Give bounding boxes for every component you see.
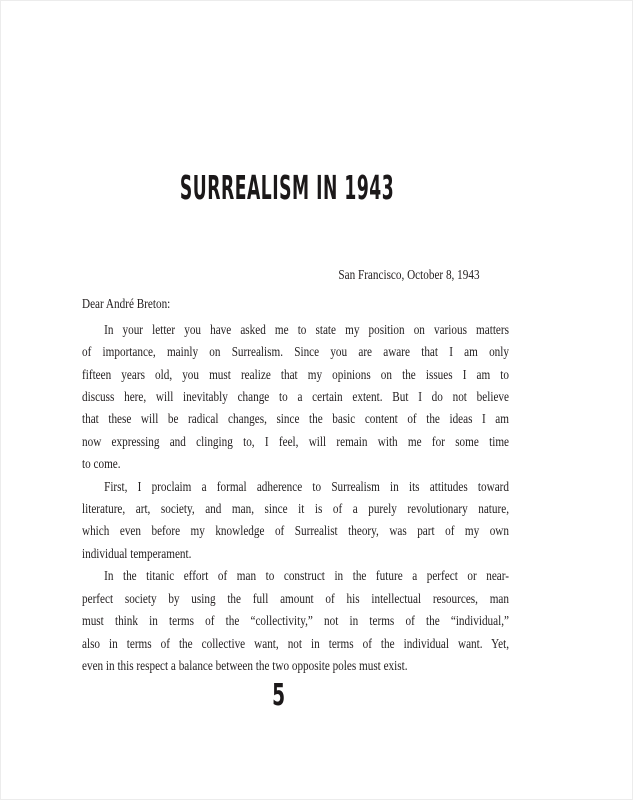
salutation: Dear André Breton: [82, 296, 171, 312]
letter-line: which even before my knowledge of Surrealist theory, was part of my own [82, 523, 509, 539]
letter-line: also in terms of the collective want, not in terms of the individual want. Yet, [82, 635, 509, 651]
letter-line: In your letter you have asked me to state my position on various matters [104, 321, 509, 337]
page-number [81, 678, 476, 713]
chapter-title-text: SURREALISM IN 1943 [179, 168, 395, 207]
letter-body [82, 319, 509, 678]
letter-line: perfect society by using the full amount of his intellectual resources, man [82, 590, 509, 606]
letter [82, 264, 509, 677]
letter-line: of importance, mainly on Surrealism. Since you are aware that I am only [82, 344, 509, 360]
chapter-title [81, 168, 476, 207]
letter-line: individual temperament. [82, 545, 192, 561]
page-number-text: 5 [271, 678, 286, 713]
letter-line: In the titanic effort of man to construct in the future a perfect or near- [104, 568, 509, 584]
letter-line: that these will be radical changes, since the basic content of the ideas I am [82, 411, 509, 427]
letter-line: to come. [82, 456, 121, 472]
letter-line: now expressing and clinging to, I feel, will remain with me for some time [82, 433, 509, 449]
letter-line: even in this respect a balance between the two opposite poles must exist. [82, 657, 408, 673]
letter-paragraph [82, 476, 509, 566]
letter-line: must think in terms of the “collectivity,” not in terms of the “individual,” [82, 613, 509, 629]
letter-paragraph [82, 319, 509, 476]
letter-line: First, I proclaim a formal adherence to Surrealism in its attitudes toward [104, 478, 509, 494]
letter-line: literature, art, society, and man, since it is of a purely revolutionary nature, [82, 501, 509, 517]
letter-paragraph [82, 565, 509, 677]
dateline: San Francisco, October 8, 1943 [338, 267, 480, 282]
letter-line: discuss here, will inevitably change to a certain extent. But I do not believe [82, 389, 509, 405]
letter-line: fifteen years old, you must realize that my opinions on the issues I am to [82, 366, 509, 382]
